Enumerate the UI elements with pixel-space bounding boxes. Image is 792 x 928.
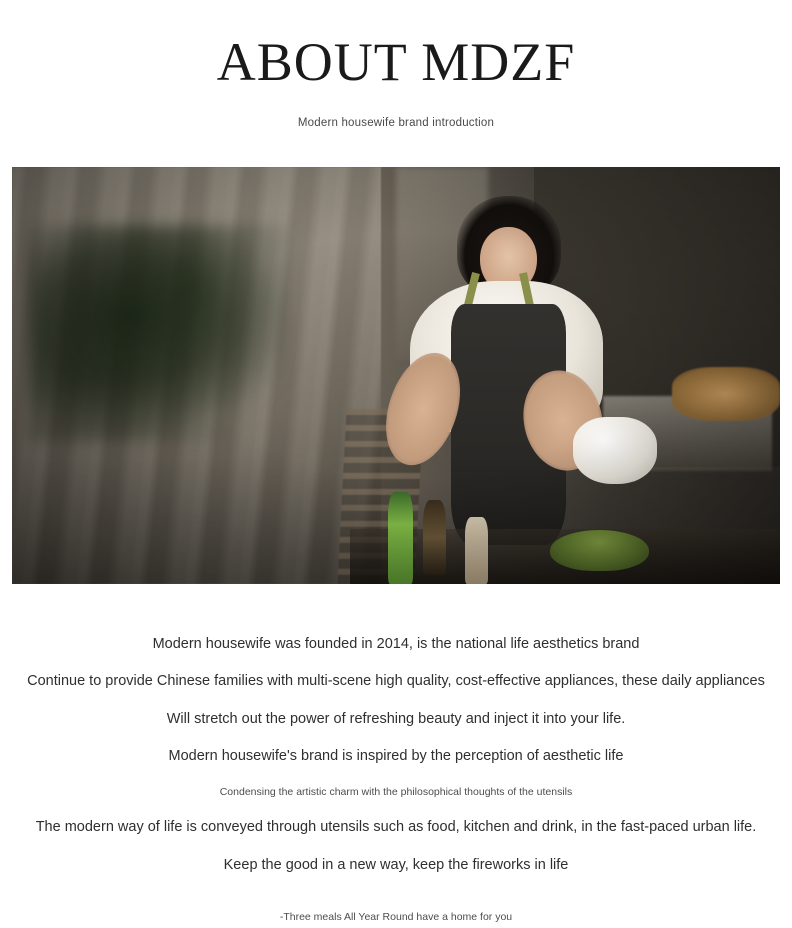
copy-line: Continue to provide Chinese families with multi-scene high quality, cost-effective appliances, these daily appliances bbox=[27, 673, 765, 690]
copy-line: Modern housewife was founded in 2014, is the national life aesthetics brand bbox=[152, 635, 640, 652]
image-vignette bbox=[12, 167, 780, 584]
copy-line: The modern way of life is conveyed through utensils such as food, kitchen and drink, in the fast-paced urban life. bbox=[35, 819, 757, 836]
page-subtitle: Modern housewife brand introduction bbox=[297, 116, 495, 129]
copy-line: Will stretch out the power of refreshing beauty and inject it into your life. bbox=[166, 710, 626, 727]
copy-line-small: Condensing the artistic charm with the philosophical thoughts of the utensils bbox=[219, 785, 573, 798]
copy-line: Modern housewife's brand is inspired by the perception of aesthetic life bbox=[168, 748, 624, 765]
copy-footnote: -Three meals All Year Round have a home for you bbox=[279, 911, 513, 924]
copy-line: Keep the good in a new way, keep the fireworks in life bbox=[223, 856, 569, 873]
brand-copy bbox=[0, 584, 792, 923]
hero-image bbox=[12, 167, 780, 584]
page-title: ABOUT MDZF bbox=[216, 32, 576, 92]
